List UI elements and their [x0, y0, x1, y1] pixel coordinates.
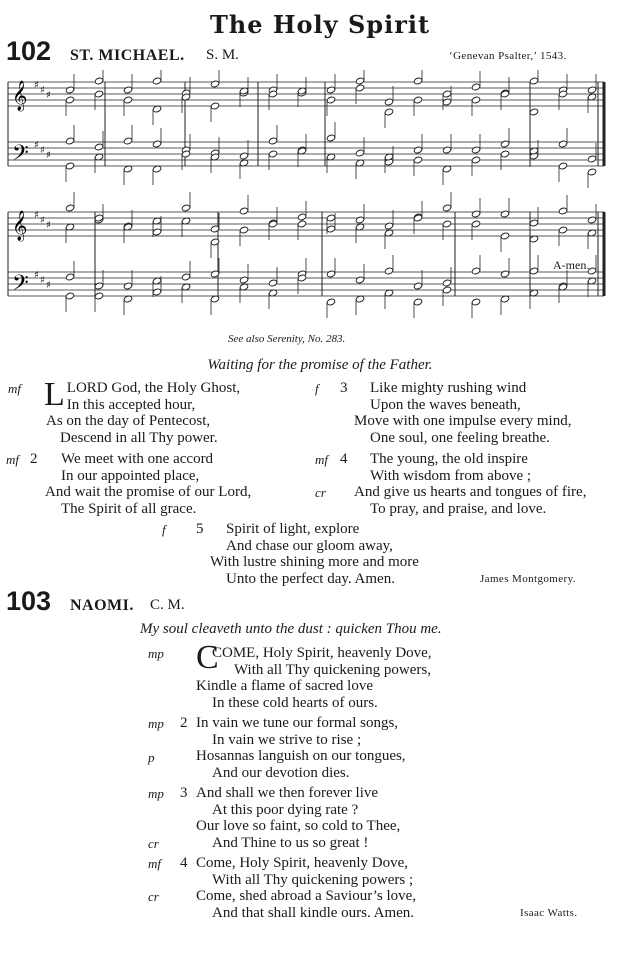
note-head — [181, 204, 190, 212]
verse-line: The Spirit of all grace. — [61, 500, 197, 517]
note-head — [268, 137, 277, 145]
note-head — [65, 162, 74, 170]
tune-name: ST. MICHAEL. — [70, 47, 185, 64]
verse-line: Unto the perfect day. Amen. — [226, 570, 395, 587]
note-head — [384, 222, 393, 230]
note-head — [442, 279, 451, 287]
note-head — [210, 80, 219, 88]
verse-line: With lustre shining more and more — [210, 554, 419, 570]
note-head — [326, 96, 335, 104]
dynamic-mark: mp — [148, 716, 164, 731]
note-head — [384, 98, 393, 106]
dynamic-mark: mf — [148, 856, 161, 871]
note-head — [123, 96, 132, 104]
dynamic-mark: cr — [148, 836, 159, 851]
dynamic-mark: mf — [6, 452, 19, 467]
verse-line: Our love so faint, so cold to Thee, — [196, 818, 401, 834]
note-head — [152, 140, 161, 148]
hymn-number: 102 — [6, 36, 52, 66]
section-header: The Holy Spirit — [209, 10, 431, 39]
verse-line: In this accepted hour, — [66, 396, 196, 413]
sharp-icon: ♯ — [40, 85, 45, 96]
sharp-icon: ♯ — [34, 270, 39, 281]
treble-clef-icon: 𝄞 — [12, 81, 28, 111]
verse-line: Hosannas languish on our tongues, — [196, 748, 406, 764]
note-head — [65, 204, 74, 212]
note-head — [529, 108, 538, 116]
note-head — [65, 292, 74, 300]
verse-line: Kindle a flame of sacred love — [196, 678, 374, 694]
note-head — [471, 267, 480, 275]
note-head — [471, 96, 480, 104]
note-head — [500, 140, 509, 148]
note-head — [152, 77, 161, 85]
verse-number: 5 — [196, 521, 204, 537]
drop-cap: C — [196, 639, 219, 676]
note-head — [471, 220, 480, 228]
note-head — [239, 276, 248, 284]
note-head — [471, 83, 480, 91]
note-head — [355, 84, 364, 92]
hymn-number: 103 — [6, 586, 52, 616]
sharp-icon: ♯ — [40, 275, 45, 286]
note-head — [326, 270, 335, 278]
note-head — [558, 162, 567, 170]
meter: S. M. — [206, 47, 239, 63]
note-head — [413, 146, 422, 154]
verse-number: 2 — [180, 715, 188, 731]
verse-line: COME, Holy Spirit, heavenly Dove, — [212, 645, 432, 661]
note-head — [587, 155, 596, 163]
verse-number: 3 — [340, 380, 348, 396]
verse-line: In vain we tune our formal songs, — [196, 715, 399, 731]
sharp-icon: ♯ — [46, 220, 51, 231]
verse-line: Come, shed abroad a Saviour’s love, — [196, 888, 417, 904]
verse-line: In these cold hearts of ours. — [212, 694, 378, 711]
note-head — [326, 225, 335, 233]
verse-line: As on the day of Pentecost, — [46, 413, 211, 429]
verse-line: In our appointed place, — [61, 467, 200, 484]
note-head — [210, 102, 219, 110]
note-head — [384, 267, 393, 275]
verse-line: One soul, one feeling breathe. — [370, 429, 550, 446]
dynamic-mark: p — [148, 750, 155, 765]
note-head — [471, 156, 480, 164]
note-head — [558, 226, 567, 234]
note-head — [239, 207, 248, 215]
note-head — [268, 150, 277, 158]
author: James Montgomery. — [480, 573, 576, 585]
verse-number: 4 — [340, 451, 348, 467]
note-head — [239, 152, 248, 160]
note-head — [413, 156, 422, 164]
note-head — [471, 146, 480, 154]
note-head — [413, 77, 422, 85]
verse-line: And Thine to us so great ! — [212, 834, 369, 851]
note-head — [326, 298, 335, 306]
dynamic-mark: mf — [8, 381, 21, 396]
note-head — [355, 216, 364, 224]
note-head — [442, 286, 451, 294]
note-head — [355, 77, 364, 85]
verse-number: 2 — [30, 451, 38, 467]
verse-line: And shall we then forever live — [196, 785, 379, 801]
verse-3 — [196, 785, 400, 851]
note-head — [94, 292, 103, 300]
music-score — [0, 70, 640, 340]
verse-line: With all Thy quickening powers ; — [212, 871, 414, 888]
drop-cap: L — [44, 376, 65, 413]
sharp-icon: ♯ — [46, 90, 51, 101]
verse-line: We meet with one accord — [61, 451, 214, 467]
note-head — [471, 298, 480, 306]
verse-5 — [210, 521, 419, 587]
dynamic-mark: f — [162, 522, 166, 537]
verse-line: At this poor dying rate ? — [212, 801, 359, 818]
note-head — [123, 86, 132, 94]
note-head — [442, 98, 451, 106]
sharp-icon: ♯ — [34, 80, 39, 91]
dynamic-mark: mf — [315, 452, 328, 467]
dynamic-mark: mp — [148, 786, 164, 801]
see-also: See also Serenity, No. 283. — [228, 333, 346, 345]
dynamic-mark: cr — [315, 485, 326, 500]
dynamic-mark: cr — [148, 889, 159, 904]
note-head — [471, 210, 480, 218]
verse-3 — [354, 380, 571, 446]
verse-line: Spirit of light, explore — [226, 521, 360, 537]
verse-4 — [196, 855, 416, 921]
note-head — [442, 146, 451, 154]
note-head — [94, 143, 103, 151]
verse-line: In vain we strive to rise ; — [212, 731, 362, 748]
verse-line: Move with one impulse every mind, — [354, 413, 572, 429]
note-head — [384, 108, 393, 116]
verse-line: And that shall kindle ours. Amen. — [212, 904, 415, 921]
verse-line: With all Thy quickening powers, — [234, 661, 431, 678]
note-head — [355, 149, 364, 157]
verse-line: Upon the waves beneath, — [370, 396, 521, 413]
note-head — [65, 96, 74, 104]
verse-1 — [196, 639, 432, 711]
sharp-icon: ♯ — [46, 150, 51, 161]
note-head — [587, 168, 596, 176]
note-head — [65, 273, 74, 281]
note-head — [442, 90, 451, 98]
sharp-icon: ♯ — [40, 215, 45, 226]
verse-number: 4 — [180, 855, 188, 871]
note-head — [94, 282, 103, 290]
note-head — [355, 276, 364, 284]
verse-4 — [354, 451, 586, 517]
dynamic-mark: f — [315, 381, 319, 396]
note-head — [413, 282, 422, 290]
note-head — [529, 267, 538, 275]
sharp-icon: ♯ — [34, 140, 39, 151]
note-head — [558, 140, 567, 148]
note-head — [123, 282, 132, 290]
note-head — [152, 228, 161, 236]
note-head — [326, 86, 335, 94]
verse-line: And chase our gloom away, — [226, 537, 393, 554]
bass-clef-icon: 𝄢 — [12, 141, 29, 171]
dynamic-mark: mp — [148, 646, 164, 661]
note-head — [326, 134, 335, 142]
note-head — [413, 298, 422, 306]
sharp-icon: ♯ — [34, 210, 39, 221]
note-head — [500, 232, 509, 240]
note-head — [442, 204, 451, 212]
note-head — [94, 77, 103, 85]
note-head — [65, 137, 74, 145]
verse-line: Come, Holy Spirit, heavenly Dove, — [196, 855, 409, 871]
note-head — [587, 86, 596, 94]
note-head — [123, 137, 132, 145]
hymn-caption: My soul cleaveth unto the dust : quicken Thou me. — [140, 621, 442, 637]
note-head — [65, 86, 74, 94]
verse-line: LORD God, the Holy Ghost, — [66, 380, 241, 396]
note-head — [297, 220, 306, 228]
note-head — [413, 96, 422, 104]
note-head — [268, 279, 277, 287]
note-head — [587, 216, 596, 224]
note-head — [239, 226, 248, 234]
verse-line: To pray, and praise, and love. — [370, 500, 547, 517]
note-head — [500, 150, 509, 158]
verse-line: And wait the promise of our Lord, — [45, 484, 252, 500]
treble-clef-icon: 𝄞 — [12, 211, 28, 241]
verse-line: The young, the old inspire — [370, 451, 528, 467]
verse-2 — [45, 451, 251, 517]
note-head — [297, 213, 306, 221]
verse-line: And give us hearts and tongues of fire, — [354, 484, 587, 500]
note-head — [529, 219, 538, 227]
tune-name: NAOMI. — [70, 597, 134, 614]
note-head — [558, 207, 567, 215]
amen-label: A-men. — [553, 258, 590, 272]
meter: C. M. — [150, 597, 185, 613]
note-head — [500, 210, 509, 218]
verse-line: Like mighty rushing wind — [370, 380, 527, 396]
verse-line: With wisdom from above ; — [370, 467, 532, 484]
hymn-caption: Waiting for the promise of the Father. — [207, 357, 433, 373]
tune-source: ‘Genevan Psalter,’ 1543. — [449, 50, 567, 62]
verse-2 — [196, 715, 406, 781]
note-head — [94, 90, 103, 98]
note-head — [152, 288, 161, 296]
note-head — [326, 214, 335, 222]
verse-line: Descend in all Thy power. — [60, 429, 218, 446]
note-head — [500, 270, 509, 278]
bass-clef-icon: 𝄢 — [12, 271, 29, 301]
sharp-icon: ♯ — [46, 280, 51, 291]
verse-line: And our devotion dies. — [212, 764, 350, 781]
sharp-icon: ♯ — [40, 145, 45, 156]
author: Isaac Watts. — [520, 907, 578, 919]
note-head — [442, 220, 451, 228]
verse-1 — [44, 376, 294, 446]
note-head — [529, 77, 538, 85]
verse-number: 3 — [180, 785, 188, 801]
note-head — [181, 273, 190, 281]
